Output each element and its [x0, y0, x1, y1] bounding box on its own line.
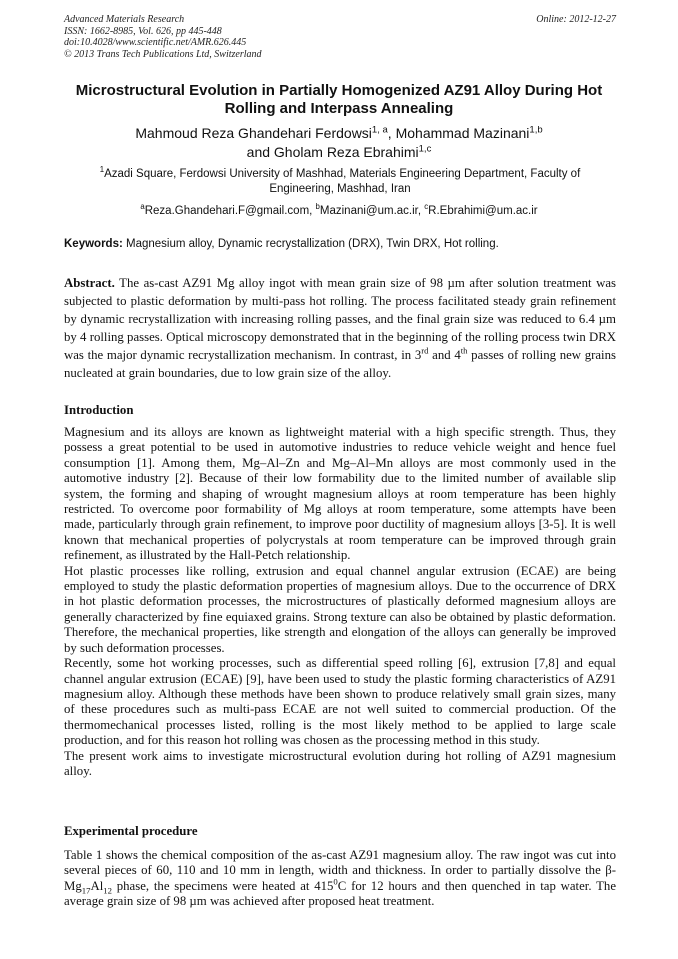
experimental-heading: Experimental procedure — [64, 824, 198, 838]
affiliation — [70, 167, 610, 196]
keywords-text: Magnesium alloy, Dynamic recrystallization (DRX), Twin DRX, Hot rolling. — [122, 238, 499, 250]
author-list — [60, 124, 618, 162]
email-separator: , — [309, 205, 316, 217]
abstract-text: passes of rolling new grains nucleated at grain boundaries, due to low grain size of the alloy. — [64, 348, 616, 380]
doi-line: doi:10.4028/www.scientific.net/AMR.626.445 — [64, 37, 247, 48]
issn-line: ISSN: 1662-8985, Vol. 626, pp 445-448 — [64, 25, 222, 37]
keywords — [64, 237, 616, 252]
paragraph: Recently, some hot working processes, such as differential speed rolling [6], extrusion [7,8] and equal channel angular extrusion (ECAE) [9], have been used to study the plastic forming characteristics of AZ91 magnesium alloy. Although these methods have been shown to produce relatively small grain sizes, many of these procedures such as multi-pass ECAE are not well suited to commercial production. Of the thermomechanical processes listed, rolling is the most likely method to be applied to large scale production, and for this reason hot rolling was chosen as the processing method in this study. — [64, 656, 616, 748]
author-name: Gholam Reza Ebrahimi — [273, 144, 419, 160]
experimental-body — [64, 848, 616, 910]
abstract — [64, 274, 616, 382]
introduction-heading: Introduction — [64, 403, 134, 417]
journal-name: Advanced Materials Research — [64, 14, 185, 25]
keywords-label: Keywords: — [64, 238, 123, 250]
paragraph: The present work aims to investigate microstructural evolution during hot rolling of AZ91 magnesium alloy. — [64, 748, 616, 778]
author-name: Mahmoud Reza Ghandehari Ferdowsi — [135, 125, 372, 141]
superscript: 0 — [333, 876, 338, 887]
email-address[interactable]: R.Ebrahimi@um.ac.ir — [428, 205, 538, 217]
abstract-label: Abstract. — [64, 276, 115, 290]
email-address[interactable]: Reza.Ghandehari.F@gmail.com — [144, 205, 310, 217]
journal-header — [64, 14, 616, 60]
paragraph — [64, 848, 616, 910]
author-superscript: 1,b — [529, 124, 543, 136]
paragraph: Hot plastic processes like rolling, extrusion and equal channel angular extrusion (ECAE) are being employed to study the plastic deformation properties of magnesium alloys. Due to the occurrence of DRX in hot plastic deformation processes, the microstructures of plastically deformed magnesium alloys are generally characterized by fine equiaxed grains. Strong texture can also be obtained by plastic deformation. Therefore, the mechanical properties, like strength and elongation of the alloys can generally be improved by such deformation processes. — [64, 563, 616, 655]
introduction-body — [64, 425, 616, 779]
subscript: 12 — [103, 885, 112, 896]
copyright-line: © 2013 Trans Tech Publications Ltd, Switzerland — [64, 48, 262, 60]
email-separator: , — [417, 205, 425, 217]
paragraph-text: phase, the specimens were heated at 415 — [111, 878, 334, 893]
author-superscript: 1, a — [371, 124, 388, 136]
online-date: Online: 2012-12-27 — [536, 14, 616, 25]
author-superscript: 1,c — [418, 143, 432, 155]
author-separator: , — [387, 125, 396, 141]
paragraph-text: C for 12 hours and then quenched in tap water. The average grain size of 98 µm was achieved after proposed heat treatment. — [64, 878, 616, 909]
email-superscript: c — [424, 202, 429, 212]
email-list — [60, 204, 618, 218]
ordinal-superscript: rd — [421, 345, 429, 356]
paragraph-text: Al — [90, 878, 104, 893]
author-conjunction: and — [246, 144, 274, 160]
paragraph: Magnesium and its alloys are known as lightweight material with a high specific strength. Thus, they possess a great potential to be used in automotive industries to reduce vehicle weight and hence fuel consumption [1]. Among them, Mg–Al–Zn and Mg–Al–Mn alloys are most commonly used in the automotive industry [2]. Because of their low formability due to the limited number of available slip system, the forming and shaping of wrought magnesium alloys at room temperature has been highly restricted. To overcome poor formability of Mg alloys at room temperature, some attempts have been made, particularly through grain refinement, to improve poor ductility of magnesium alloys [3-5]. It is well known that mechanical properties of polycrystals at room temperature can be improved through grain refinement, as illustrated by the Hall-Petch relationship. — [64, 425, 616, 563]
author-name: Mohammad Mazinani — [395, 125, 530, 141]
paragraph-text: Table 1 shows the chemical composition of the as-cast AZ91 magnesium alloy. The raw ingot was cut into several pieces of 60, 110 and 10 mm in length, width and thickness. In order to partially dissolve the β-Mg — [64, 848, 616, 893]
abstract-text: and 4 — [428, 348, 461, 362]
affiliation-superscript: 1 — [99, 165, 105, 175]
affiliation-text: Azadi Square, Ferdowsi University of Mashhad, Materials Engineering Department, Faculty of Engineering, Mashhad, Iran — [104, 168, 581, 195]
subscript: 17 — [81, 885, 91, 896]
email-superscript: b — [315, 202, 320, 212]
paper-title: Microstructural Evolution in Partially Homogenized AZ91 Alloy During Hot Rolling and Interpass Annealing — [75, 82, 603, 117]
abstract-text: The as-cast AZ91 Mg alloy ingot with mean grain size of 98 µm after solution treatment was subjected to plastic deformation by multi-pass hot rolling. The process facilitated steady grain refinement by dynamic recrystallization with increasing rolling passes, and the final grain size was reduced to 6.4 µm by 4 rolling passes. Optical microscopy demonstrated that in the beginning of the rolling process twin DRX was the major dynamic recrystallization mechanism. In contrast, in 3 — [64, 276, 616, 362]
email-superscript: a — [140, 202, 145, 212]
email-address[interactable]: Mazinani@um.ac.ir — [319, 205, 418, 217]
ordinal-superscript: th — [460, 345, 468, 356]
